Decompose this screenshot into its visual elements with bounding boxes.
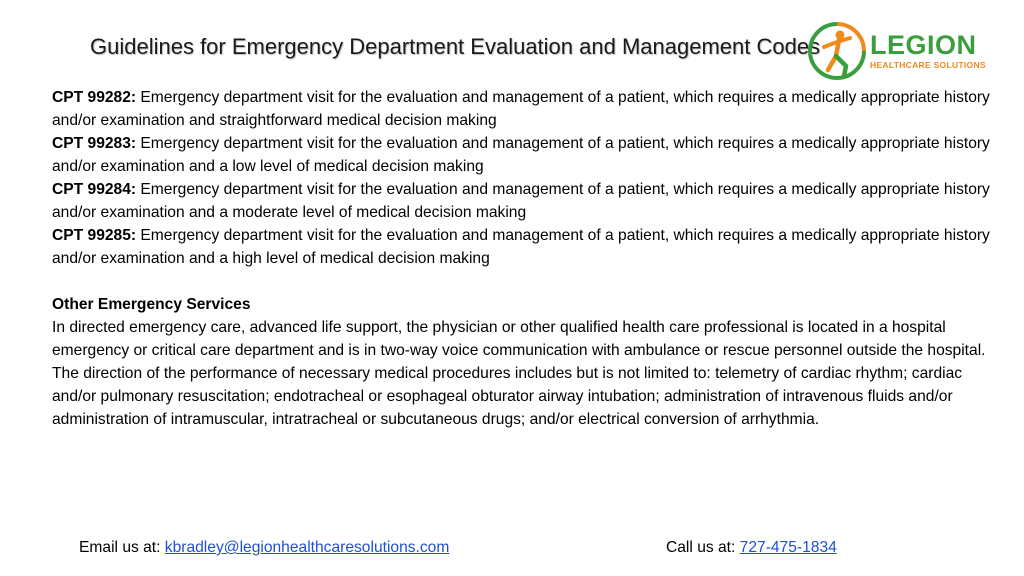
cpt-description: Emergency department visit for the evaluation and management of a patient, which requires a medically appropriate history and/or examination and a high level of medical decision making <box>52 227 990 267</box>
slide-title: Guidelines for Emergency Department Evaluation and Management Codes <box>90 34 821 59</box>
footer-email <box>79 539 449 557</box>
logo-name: LEGION <box>870 30 977 60</box>
cpt-entry-99285 <box>52 224 992 270</box>
cpt-entry-99282 <box>52 86 992 132</box>
slide-content <box>52 86 992 431</box>
logo-emblem-icon <box>806 20 868 82</box>
legion-logo <box>806 20 986 82</box>
email-link[interactable]: kbradley@legionhealthcaresolutions.com <box>164 539 450 556</box>
phone-label: Call us at: <box>666 539 740 556</box>
cpt-code: CPT 99284: <box>52 181 137 198</box>
cpt-description: Emergency department visit for the evaluation and management of a patient, which requires a medically appropriate history and/or examination and straightforward medical decision making <box>52 89 990 129</box>
phone-link[interactable]: 727-475-1834 <box>739 539 837 556</box>
cpt-entry-99284 <box>52 178 992 224</box>
footer-phone <box>666 539 837 557</box>
section-spacer <box>52 270 992 293</box>
logo-subtitle: HEALTHCARE SOLUTIONS <box>870 60 986 70</box>
cpt-code: CPT 99282: <box>52 89 137 106</box>
other-services-heading: Other Emergency Services <box>52 296 251 313</box>
cpt-code: CPT 99283: <box>52 135 137 152</box>
cpt-description: Emergency department visit for the evaluation and management of a patient, which requires a medically appropriate history and/or examination and a low level of medical decision making <box>52 135 990 175</box>
cpt-entry-99283 <box>52 132 992 178</box>
other-services-body: In directed emergency care, advanced life support, the physician or other qualified health care professional is located in a hospital emergency or critical care department and is in two-way voice communication with ambulance or rescue personnel outside the hospital. The direction of the performance of necessary medical procedures includes but is not limited to: telemetry of cardiac rhythm; cardiac and/or pulmonary resuscitation; endotracheal or esophageal obturator airway intubation; administration of intravenous fluids and/or administration of intramuscular, intratracheal or subcutaneous drugs; and/or electrical conversion of arrhythmia. <box>52 319 986 428</box>
email-label: Email us at: <box>79 539 165 556</box>
cpt-code: CPT 99285: <box>52 227 137 244</box>
cpt-description: Emergency department visit for the evaluation and management of a patient, which requires a medically appropriate history and/or examination and a moderate level of medical decision making <box>52 181 990 221</box>
